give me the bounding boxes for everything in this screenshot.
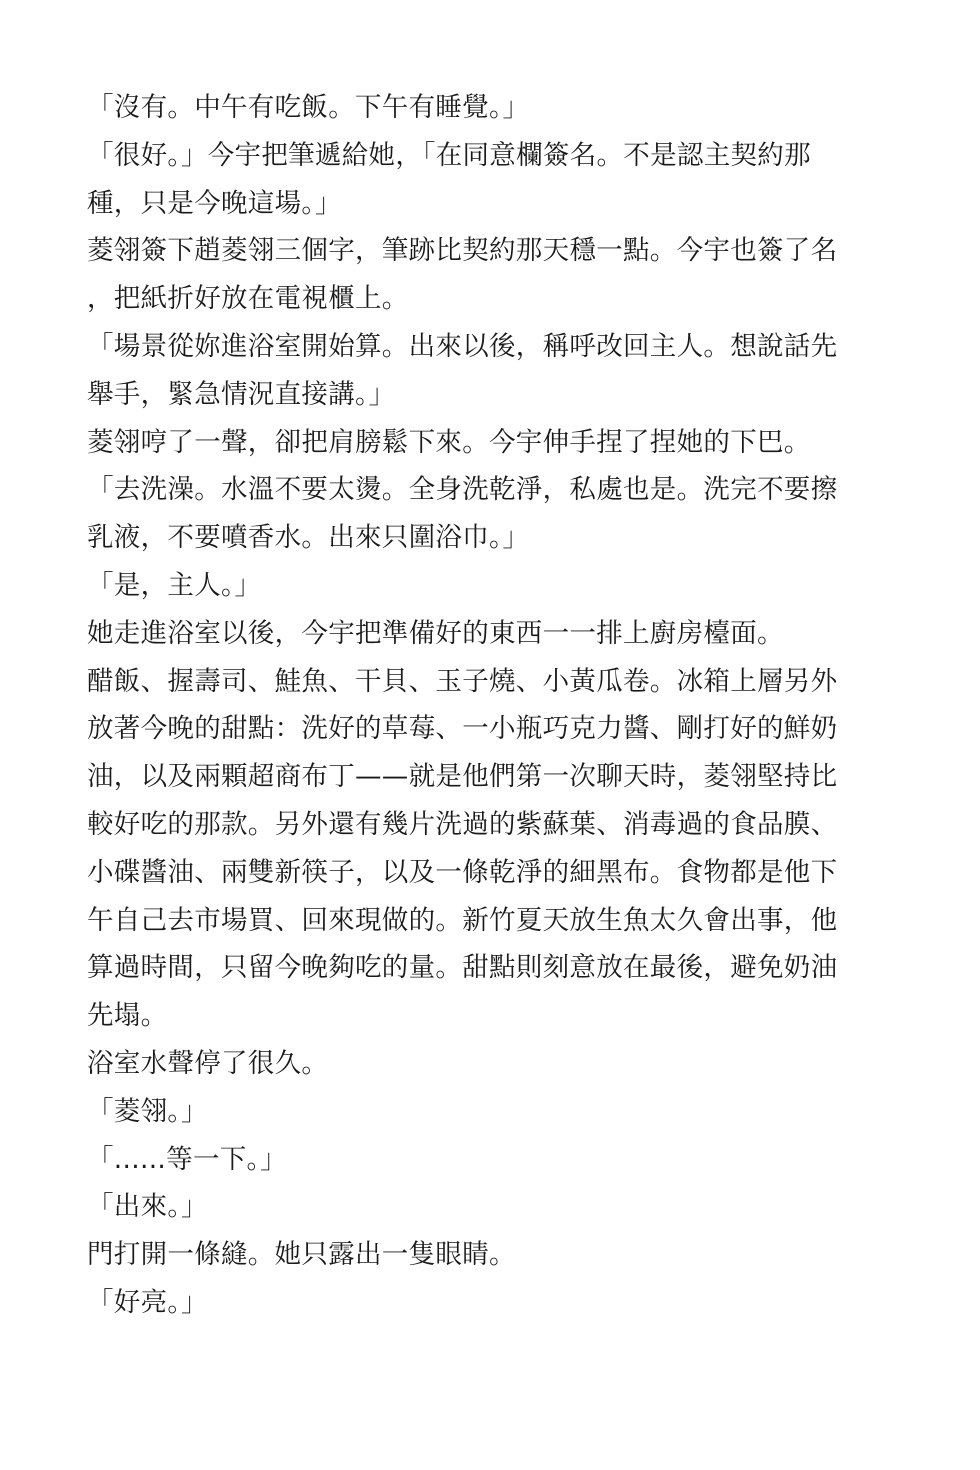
text-line: 油，以及兩顆超商布丁——就是他們第一次聊天時，菱翎堅持比 — [87, 761, 838, 793]
text-line: 菱翎簽下趙菱翎三個字，筆跡比契約那天穩一點。今宇也簽了名 — [87, 235, 838, 267]
text-line: 醋飯、握壽司、鮭魚、干貝、玉子燒、小黃瓜卷。冰箱上層另外 — [87, 665, 838, 697]
text-line: 菱翎哼了一聲，卻把肩膀鬆下來。今宇伸手捏了捏她的下巴。 — [87, 426, 811, 458]
document-body — [87, 84, 887, 1327]
text-line: 「很好。」今宇把筆遞給她，「在同意欄簽名。不是認主契約那 — [87, 139, 811, 171]
text-line: 放著今晚的甜點：洗好的草莓、一小瓶巧克力醬、剛打好的鮮奶 — [87, 713, 838, 745]
text-line: 她走進浴室以後，今宇把準備好的東西一一排上廚房檯面。 — [87, 617, 784, 649]
text-line: 「場景從妳進浴室開始算。出來以後，稱呼改回主人。想說話先 — [87, 330, 838, 362]
text-line: 「出來。」 — [87, 1191, 208, 1223]
text-line: 午自己去市場買、回來現做的。新竹夏天放生魚太久會出事，他 — [87, 904, 838, 936]
text-line: ，把紙折好放在電視櫃上。 — [87, 283, 409, 315]
text-line: 「菱翎。」 — [87, 1095, 208, 1127]
text-line: 「是，主人。」 — [87, 569, 262, 601]
text-line: 「......等一下。」 — [87, 1143, 287, 1175]
text-line: 門打開一條縫。她只露出一隻眼睛。 — [87, 1239, 516, 1271]
text-line: 先塌。 — [87, 1000, 168, 1032]
text-line: 較好吃的那款。另外還有幾片洗過的紫蘇葉、消毒過的食品膜、 — [87, 808, 838, 840]
text-line: 乳液，不要噴香水。出來只圍浴巾。」 — [87, 522, 530, 554]
text-line: 舉手，緊急情況直接講。」 — [87, 378, 396, 410]
text-line: 小碟醬油、兩雙新筷子，以及一條乾淨的細黑布。食物都是他下 — [87, 856, 838, 888]
text-line: 種，只是今晚這場。」 — [87, 187, 342, 219]
text-line: 「好亮。」 — [87, 1286, 208, 1318]
text-line: 「去洗澡。水溫不要太燙。全身洗乾淨，私處也是。洗完不要擦 — [87, 474, 838, 506]
text-line: 算過時間，只留今晚夠吃的量。甜點則刻意放在最後，避免奶油 — [87, 952, 838, 984]
text-line: 「沒有。中午有吃飯。下午有睡覺。」 — [87, 92, 530, 123]
text-line: 浴室水聲停了很久。 — [87, 1047, 329, 1079]
